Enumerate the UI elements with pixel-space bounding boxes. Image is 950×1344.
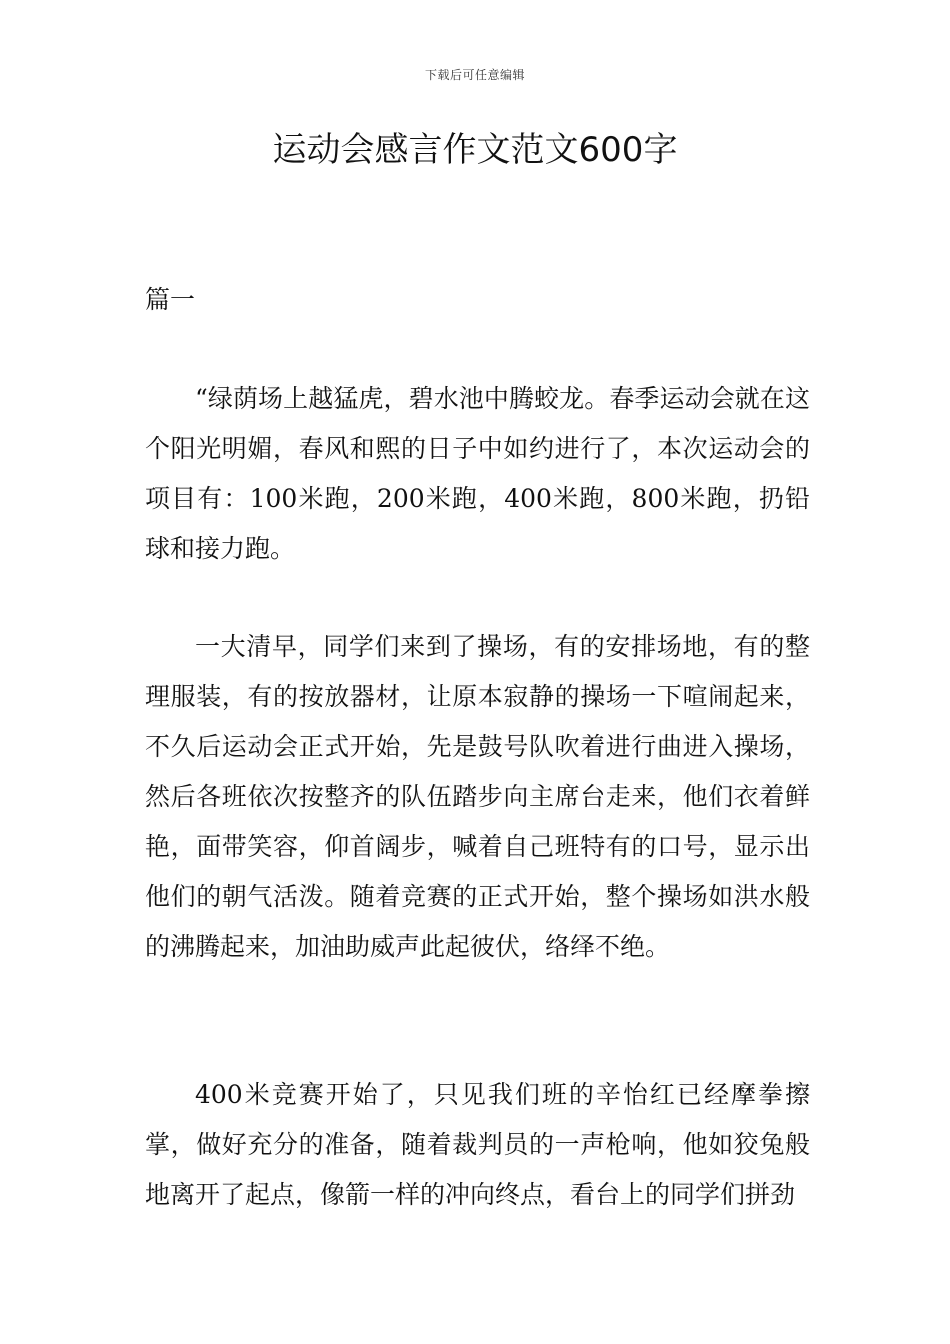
paragraph: 400米竞赛开始了，只见我们班的辛怡红已经摩拳擦掌，做好充分的准备，随着裁判员的一声枪响，他如狡兔般地离开了起点，像箭一样的冲向终点，看台上的同学们拼劲 bbox=[145, 1080, 810, 1209]
header-note: 下载后可任意编辑 bbox=[424, 68, 525, 82]
paragraph: “绿荫场上越猛虎，碧水池中腾蛟龙。春季运动会就在这个阳光明媚，春风和熙的日子中如约进行了，本次运动会的项目有：100米跑，200米跑，400米跑，800米跑，扔铅球和接力跑。 bbox=[145, 384, 810, 563]
document-title: 运动会感言作文范文600字 bbox=[272, 130, 678, 170]
section-label: 篇一 bbox=[145, 285, 196, 314]
paragraph: 一大清早，同学们来到了操场，有的安排场地，有的整理服装，有的按放器材，让原本寂静的操场一下喧闹起来，不久后运动会正式开始，先是鼓号队吹着进行曲进入操场，然后各班依次按整齐的队伍踏步向主席台走来，他们衣着鲜艳，面带笑容，仰首阔步，喊着自己班特有的口号，显示出他们的朝气活泼。随着竞赛的正式开始，整个操场如洪水般的沸腾起来，加油助威声此起彼伏，络绎不绝。 bbox=[145, 632, 810, 961]
